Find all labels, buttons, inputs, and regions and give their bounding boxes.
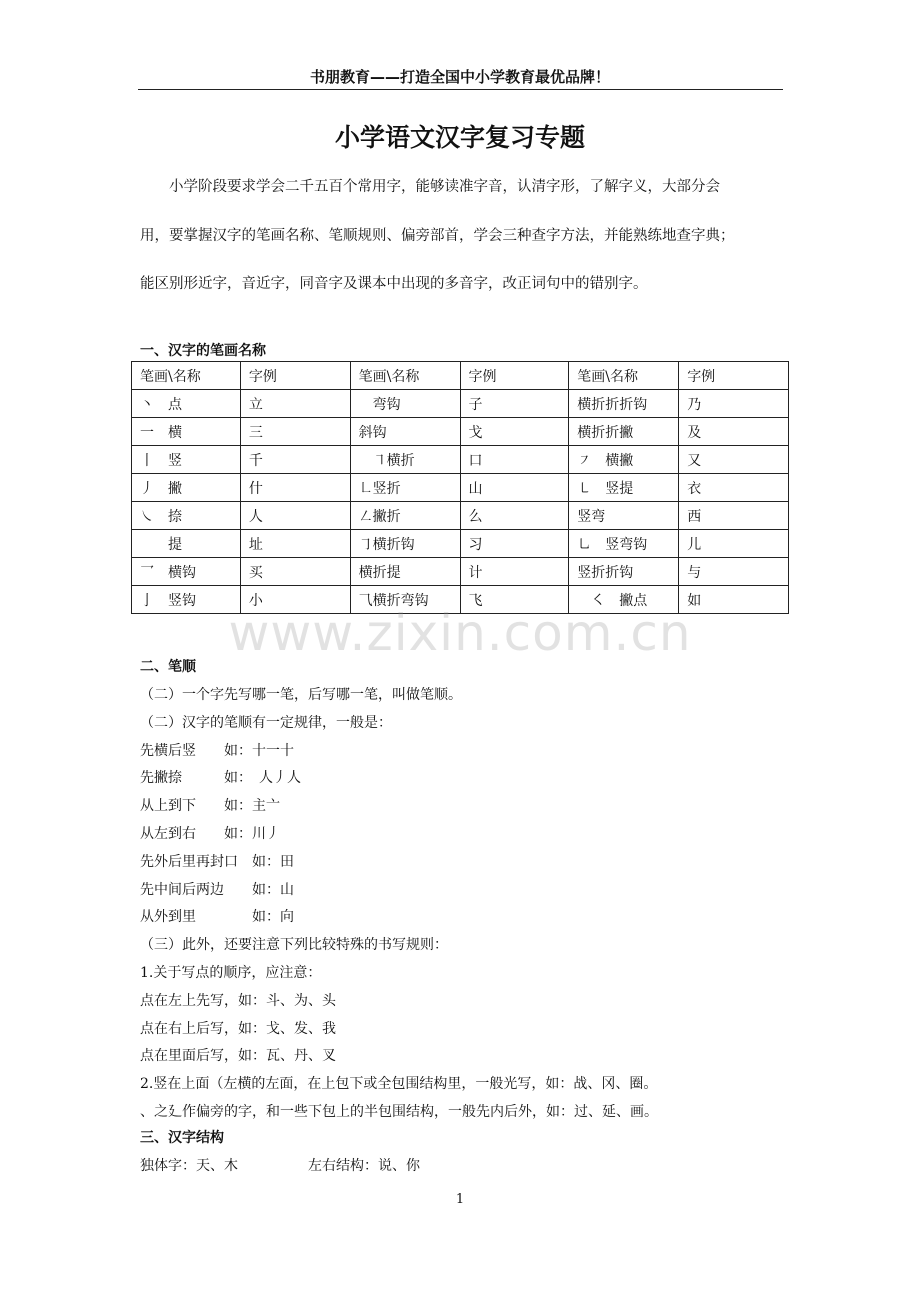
section-2-line: 从外到里 如：向 (140, 909, 294, 926)
section-2-line: 先中间后两边 如：山 (140, 881, 294, 898)
table-header-row (132, 362, 789, 390)
section-3-line: 独体字：天、木 左右结构：说、你 (140, 1158, 420, 1174)
section-2-line: 点在里面后写，如：瓦、丹、叉 (140, 1048, 336, 1065)
section-2-line: （二）一个字先写哪一笔，后写哪一笔，叫做笔顺。 (140, 687, 462, 703)
table-cell: 如 (679, 586, 789, 614)
intro-line-2: 用，要掌握汉字的笔画名称、笔顺规则、偏旁部首，学会三种查字方法，并能熟练地查字典； (140, 228, 735, 244)
table-row (132, 558, 789, 586)
section-1-title: 一、汉字的笔画名称 (140, 343, 266, 359)
table-cell: ㇟ 竖弯钩 (569, 530, 679, 558)
table-cell: 么 (460, 502, 569, 530)
table-cell: 又 (679, 446, 789, 474)
table-cell: 亅 竖钩 (132, 586, 241, 614)
section-2-line: （三）此外，还要注意下列比较特殊的书写规则： (140, 937, 448, 954)
table-cell: 买 (240, 558, 350, 586)
table-cell: 计 (460, 558, 569, 586)
page-number: 1 (455, 1192, 465, 1207)
table-row (132, 390, 789, 418)
table-cell: 立 (240, 390, 350, 418)
header-cell: 笔画\名称 (350, 362, 460, 390)
table-cell: 飞 (460, 586, 569, 614)
header-cell: 字例 (460, 362, 569, 390)
table-row (132, 502, 789, 530)
stroke-names-table (131, 361, 789, 614)
table-cell: 竖弯 (569, 502, 679, 530)
table-cell: 什 (240, 474, 350, 502)
section-3-title: 三、汉字结构 (140, 1130, 224, 1146)
table-cell: 千 (240, 446, 350, 474)
table-cell: 横折折撇 (569, 418, 679, 446)
section-2-line: 先撇捺 如： 人丿人 (140, 770, 301, 787)
header-cell: 字例 (240, 362, 350, 390)
table-cell: 西 (679, 502, 789, 530)
table-cell: ㇄ 竖提 (569, 474, 679, 502)
section-2-line: 点在左上先写，如：斗、为、头 (140, 992, 336, 1009)
table-cell: 山 (460, 474, 569, 502)
table-cell: ㇏ 捺 (132, 502, 241, 530)
table-cell: 竖折折钩 (569, 558, 679, 586)
table-row (132, 474, 789, 502)
table-cell: ⺄横折弯钩 (350, 586, 460, 614)
table-row (132, 418, 789, 446)
header-cell: 笔画\名称 (132, 362, 241, 390)
section-2-line: 1.关于写点的顺序，应注意： (140, 965, 322, 981)
section-2-line: 、之廴作偏旁的字，和一些下包上的半包围结构，一般先内后外，如：过、延、画。 (140, 1104, 658, 1120)
table-cell: 戈 (460, 418, 569, 446)
table-cell: 习 (460, 530, 569, 558)
section-2-line: 从左到右 如：川丿 (140, 826, 280, 842)
table-cell: 子 (460, 390, 569, 418)
section-2-title: 二、笔顺 (140, 659, 196, 675)
table-cell: 乃 (679, 390, 789, 418)
table-cell: 儿 (679, 530, 789, 558)
table-cell: 三 (240, 418, 350, 446)
table-cell: ㇜撇折 (350, 502, 460, 530)
section-2-line: 先外后里再封口 如：田 (140, 853, 294, 870)
stroke-table-body (132, 362, 789, 614)
table-cell: 丿 撇 (132, 474, 241, 502)
table-cell: 提 (132, 530, 241, 558)
table-cell: 人 (240, 502, 350, 530)
intro-line-1: 小学阶段要求学会二千五百个常用字，能够读准字音，认清字形，了解字义，大部分会 (140, 179, 720, 195)
intro-line-3: 能区别形近字，音近字，同音字及课本中出现的多音字，改正词句中的错别字。 (140, 276, 648, 292)
table-cell: 衣 (679, 474, 789, 502)
header-divider (138, 89, 783, 90)
table-cell: ㇇ 横撇 (569, 446, 679, 474)
table-cell: 斜钩 (350, 418, 460, 446)
section-2-line: （二）汉字的笔顺有一定规律，一般是： (140, 714, 392, 731)
section-2-line: 点在右上后写，如：戈、发、我 (140, 1020, 336, 1037)
table-cell: 小 (240, 586, 350, 614)
table-cell: 址 (240, 530, 350, 558)
header-title: 书朋教育——打造全国中小学教育最优品牌！ (309, 68, 610, 86)
table-cell: 丶 点 (132, 390, 241, 418)
table-cell: ㇆横折钩 (350, 530, 460, 558)
table-cell: 与 (679, 558, 789, 586)
table-cell: 横折提 (350, 558, 460, 586)
table-cell: 乛 横钩 (132, 558, 241, 586)
table-row (132, 530, 789, 558)
table-cell: 弯钩 (350, 390, 460, 418)
section-2-line: 先横后竖 如：十一十 (140, 742, 294, 759)
table-cell: ㇛ 撇点 (569, 586, 679, 614)
header-cell: 字例 (679, 362, 789, 390)
table-cell: 一 横 (132, 418, 241, 446)
section-2-line: 从上到下 如：主亠 (140, 798, 280, 815)
table-cell: 横折折折钩 (569, 390, 679, 418)
table-cell: 口 (460, 446, 569, 474)
table-cell: 及 (679, 418, 789, 446)
table-row (132, 446, 789, 474)
table-cell: ㇕横折 (350, 446, 460, 474)
section-2-line: 2.竖在上面（左横的左面，在上包下或全包围结构里，一般光写，如：战、冈、圈。 (140, 1076, 658, 1093)
watermark: www.zixin.com.cn (228, 604, 692, 662)
table-cell: 丨 竖 (132, 446, 241, 474)
header-cell: 笔画\名称 (569, 362, 679, 390)
table-cell: ㇗竖折 (350, 474, 460, 502)
document-title: 小学语文汉字复习专题 (334, 123, 585, 152)
